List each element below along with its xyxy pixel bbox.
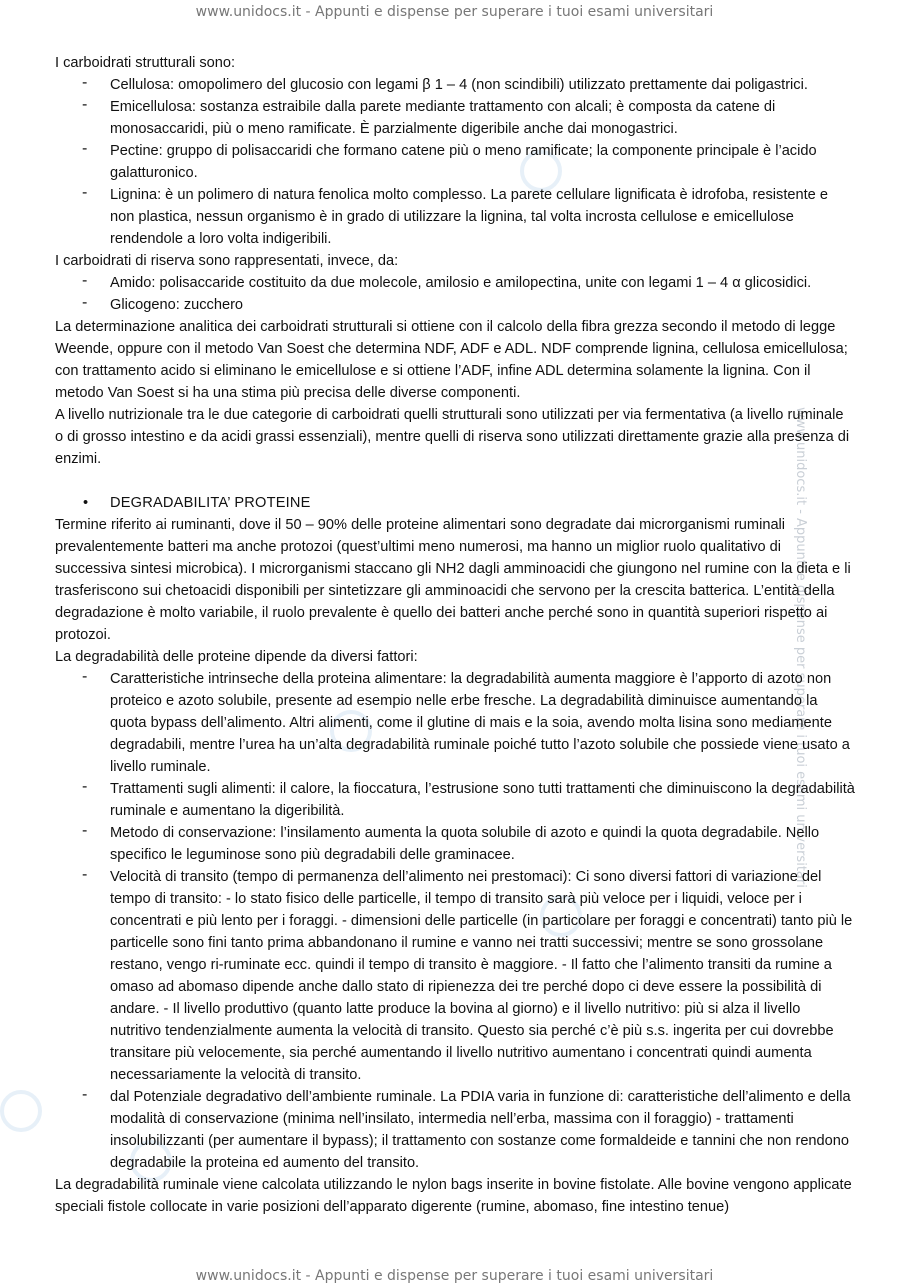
- list-item: - Emicellulosa: sostanza estraibile dalla parete mediante trattamento con alcali; è composta da catene di monosaccaridi, più o meno ramificate. È parzialmente digeribile anche dai monogastrici.: [55, 96, 855, 140]
- logo-watermark: [0, 1090, 42, 1132]
- factors-intro: La degradabilità delle proteine dipende da diversi fattori:: [55, 649, 418, 665]
- list-marker: -: [82, 778, 88, 795]
- list-item: - Metodo di conservazione: l’insilamento aumenta la quota solubile di azoto e quindi la quota degradabile. Nello specifico le leguminose sono più degradabili delle graminacee.: [55, 822, 855, 866]
- side-watermark-right: www.unidocs.it - Appunti e dispense per superare i tuoi esami universitari: [792, 407, 808, 888]
- list-marker: -: [82, 668, 88, 685]
- reserve-intro: I carboidrati di riserva sono rappresentati, invece, da:: [55, 253, 399, 269]
- section-heading: [55, 492, 855, 514]
- list-marker: -: [82, 74, 88, 91]
- list-marker: -: [82, 184, 88, 201]
- list-marker: -: [82, 294, 88, 311]
- list-marker: -: [82, 272, 88, 289]
- list-item: - Pectine: gruppo di polisaccaridi che formano catene più o meno ramificate; la componente principale è l’acido galatturonico.: [55, 140, 855, 184]
- page-footer-watermark: www.unidocs.it - Appunti e dispense per superare i tuoi esami universitari: [195, 1268, 714, 1284]
- list-marker: -: [82, 866, 88, 883]
- nylon-paragraph: La degradabilità ruminale viene calcolata utilizzando le nylon bags inserite in bovine fistolate. Alle bovine vengono applicate speciali fistole collocate in varie posizioni dell’apparato digerente (rumine, abomaso, fine intestino tenue): [55, 1177, 852, 1215]
- structural-intro: I carboidrati strutturali sono:: [55, 55, 236, 71]
- page-header-watermark: www.unidocs.it - Appunti e dispense per superare i tuoi esami universitari: [195, 4, 714, 20]
- list-item: - dal Potenziale degradativo dell’ambiente ruminale. La PDIA varia in funzione di: caratteristiche dell’alimento e della modalità di conservazione (minima nell’insilato, intermedia nell’erba, massima con il foraggio) - trattamenti insolubilizzanti (per aumentare il bypass); il trattamento con sostanze come formaldeide e tannini che non rendono degradabile la proteina ed aumento del transito.: [55, 1086, 855, 1174]
- structural-list: [55, 74, 855, 250]
- factors-list: [55, 668, 855, 1174]
- list-item: - Velocità di transito (tempo di permanenza dell’alimento nei prestomaci): Ci sono diversi fattori di variazione del tempo di transito: - lo stato fisico delle particelle, il tempo di transito sarà più veloce per i liquidi, veloce per i concentrati e più lento per i foraggi. - dimensioni delle particelle (in particolare per foraggi e concentrati) tanto più le particelle sono fini tanto prima abbandonano il rumine e vanno nei tratti successivi; mentre se sono grossolane restano, vengo ri-ruminate ecc. quindi il tempo di transito è maggiore. - Il fatto che l’alimento transiti da rumine a omaso ad abomaso dipende anche dallo stato di ripienezza dei tre perché dopo ci deve essere la possibilità di andare. - Il livello produttivo (quanto latte produce la bovina al giorno) e il livello nutritivo: più si alza il livello nutritivo tendenzialmente aumenta la velocità di transito. Questo sia perché c’è più s.s. ingerita per cui dovrebbe transitare più velocemente, sia perché aumentando il livello nutritivo aumentano i concentrati quindi aumenta necessariamente la velocità di transito.: [55, 866, 855, 1086]
- list-item: - Amido: polisaccaride costituito da due molecole, amilosio e amilopectina, unite con legami 1 – 4 α glicosidici.: [55, 272, 855, 294]
- list-item: - Cellulosa: omopolimero del glucosio con legami β 1 – 4 (non scindibili) utilizzato prettamente dai poligastrici.: [55, 74, 855, 96]
- determination-paragraph: La determinazione analitica dei carboidrati strutturali si ottiene con il calcolo della fibra grezza secondo il metodo di legge Weende, oppure con il metodo Van Soest che determina NDF, ADF e ADL. NDF comprende lignina, cellulosa emicellulosa; con trattamento acido si eliminano le emicellulose e si ottiene l’ADF, infine ADL determina solamente la lignina. Con il metodo Van Soest si ha una stima più precisa delle diverse componenti.: [55, 319, 848, 401]
- list-item: - Caratteristiche intrinseche della proteina alimentare: la degradabilità aumenta maggiore è l’apporto di azoto non proteico e azoto solubile, presente ad esempio nelle erbe fresche. La degradabilità diminuisce aumentando la quota bypass dell’alimento. Altri alimenti, come il glutine di mais e la soia, avendo molta lisina sono mediamente degradabili, mentre l’urea ha un’alta degradabilità ruminale poiché tutto l’azoto solubile che possiede viene usato a livello ruminale.: [55, 668, 855, 778]
- reserve-list: [55, 272, 855, 316]
- list-item: - Lignina: è un polimero di natura fenolica molto complesso. La parete cellulare lignificata è idrofoba, resistente e non plastica, nessun organismo è in grado di utilizzare la lignina, tal volta incrosta cellulose e emicellulose rendendole a loro volta indigeribili.: [55, 184, 855, 250]
- nutritional-paragraph: A livello nutrizionale tra le due categorie di carboidrati quelli strutturali sono utilizzati per via fermentativa (a livello ruminale o di grosso intestino e da acidi grassi essenziali), mentre quelli di riserva sono utilizzati direttamente grazie alla presenza di enzimi.: [55, 407, 850, 467]
- list-item: - Trattamenti sugli alimenti: il calore, la fioccatura, l’estrusione sono tutti trattamenti che diminuiscono la degradabilità ruminale e aumentano la digeribilità.: [55, 778, 855, 822]
- bullet-icon: •: [83, 495, 89, 511]
- list-marker: -: [82, 1086, 88, 1103]
- list-marker: -: [82, 96, 88, 113]
- term-paragraph: Termine riferito ai ruminanti, dove il 50 – 90% delle proteine alimentari sono degradate dai microrganismi ruminali prevalentemente batteri ma anche protozoi (quest’ultimi meno numerosi, ma hanno un miglior ruolo qualitativo di successiva sintesi microbica). I microrganismi staccano gli NH2 dagli amminoacidi che giungono nel rumine con la dieta e li trasferiscono sui chetoacidi disponibili per sintetizzare gli amminoacidi che servono per la crescita batterica. L’entità della degradazione è molto variabile, il ruolo prevalente è quello dei batteri anche perché sono in quantità superiori rispetto ai protozoi.: [55, 517, 851, 643]
- document-page: [55, 52, 855, 1218]
- list-item: - Glicogeno: zucchero: [55, 294, 855, 316]
- list-marker: -: [82, 822, 88, 839]
- list-marker: -: [82, 140, 88, 157]
- section-title: DEGRADABILITA’ PROTEINE: [110, 495, 311, 511]
